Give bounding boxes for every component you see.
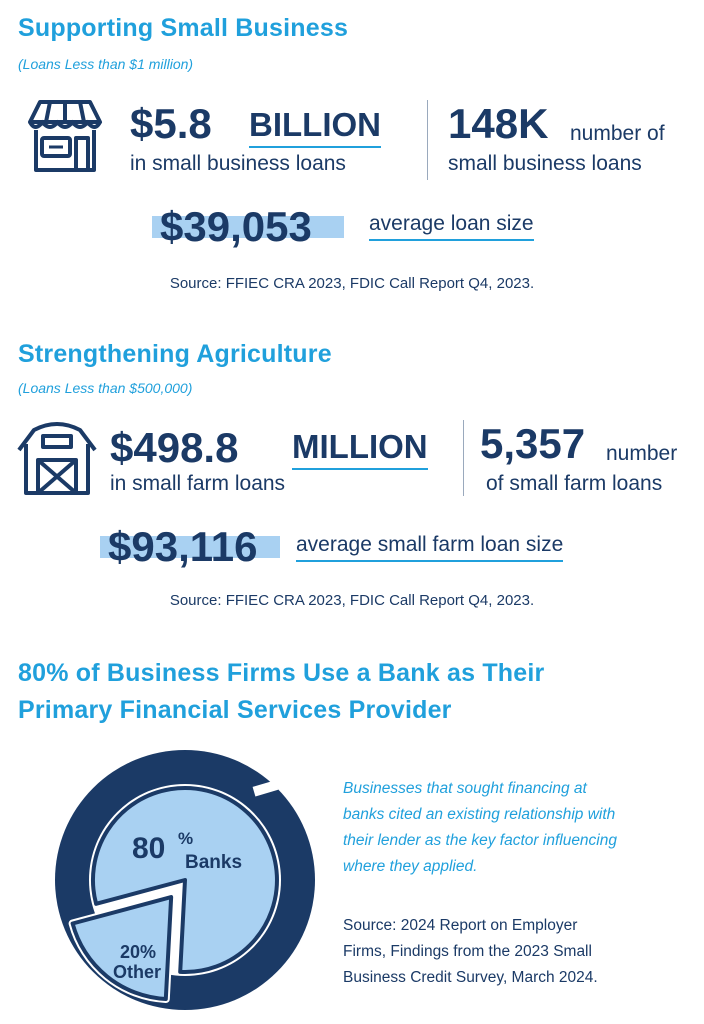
section2-amount-unit: MILLION <box>292 428 428 470</box>
section1-count-suffix: number of <box>570 122 665 145</box>
section2-avg-label: average small farm loan size <box>296 533 563 562</box>
barn-icon <box>16 420 98 501</box>
section1-amount-unit: BILLION <box>249 106 381 148</box>
section2-subtitle: (Loans Less than $500,000) <box>18 380 193 396</box>
section2-count: 5,357 <box>480 420 586 467</box>
section2-count-desc: of small farm loans <box>486 472 663 495</box>
section3-title-line2: Primary Financial Services Provider <box>18 696 452 724</box>
section1-amount: $5.8 <box>130 100 212 147</box>
storefront-icon <box>26 96 104 179</box>
pie-label-other-pct: 20% <box>120 942 157 962</box>
pie-label-other-name: Other <box>113 962 162 982</box>
quote-line: where they applied. <box>343 858 478 875</box>
section1-source: Source: FFIEC CRA 2023, FDIC Call Report Q4, 2023. <box>169 275 535 292</box>
section2-avg-value: $93,116 <box>108 523 258 570</box>
section2-amount: $498.8 <box>110 424 239 471</box>
section2-amount-desc: in small farm loans <box>110 472 286 495</box>
pie-ring-gap <box>254 785 277 792</box>
section3-title-line1: 80% of Business Firms Use a Bank as Their <box>18 659 545 687</box>
pie-label-banks-name: Banks <box>185 852 243 873</box>
section2-title: Strengthening Agriculture <box>18 340 332 368</box>
pie-label-banks-sign: % <box>178 829 194 848</box>
pie-chart <box>0 740 330 1024</box>
source-line: Firms, Findings from the 2023 Small <box>343 943 592 960</box>
section1-amount-desc: in small business loans <box>130 152 346 175</box>
section2-divider <box>463 420 464 496</box>
section1-avg-value: $39,053 <box>160 203 312 250</box>
pie-label-banks-pct: 80 <box>132 832 166 865</box>
section1-avg-label: average loan size <box>369 212 534 241</box>
section1-title: Supporting Small Business <box>18 14 349 42</box>
section2-source: Source: FFIEC CRA 2023, FDIC Call Report Q4, 2023. <box>169 592 535 609</box>
quote-line: banks cited an existing relationship with <box>343 806 616 823</box>
section1-subtitle: (Loans Less than $1 million) <box>18 56 194 72</box>
source-line: Business Credit Survey, March 2024. <box>343 969 598 986</box>
section3-source <box>343 913 693 991</box>
section1-count: 148K <box>448 100 549 147</box>
quote-line: their lender as the key factor influencing <box>343 832 617 849</box>
section3-quote <box>343 776 693 880</box>
section1-count-desc: small business loans <box>448 152 642 175</box>
section2-count-suffix: number <box>606 442 678 465</box>
source-line: Source: 2024 Report on Employer <box>343 917 578 934</box>
quote-line: Businesses that sought financing at <box>343 780 587 797</box>
section1-divider <box>427 100 428 180</box>
